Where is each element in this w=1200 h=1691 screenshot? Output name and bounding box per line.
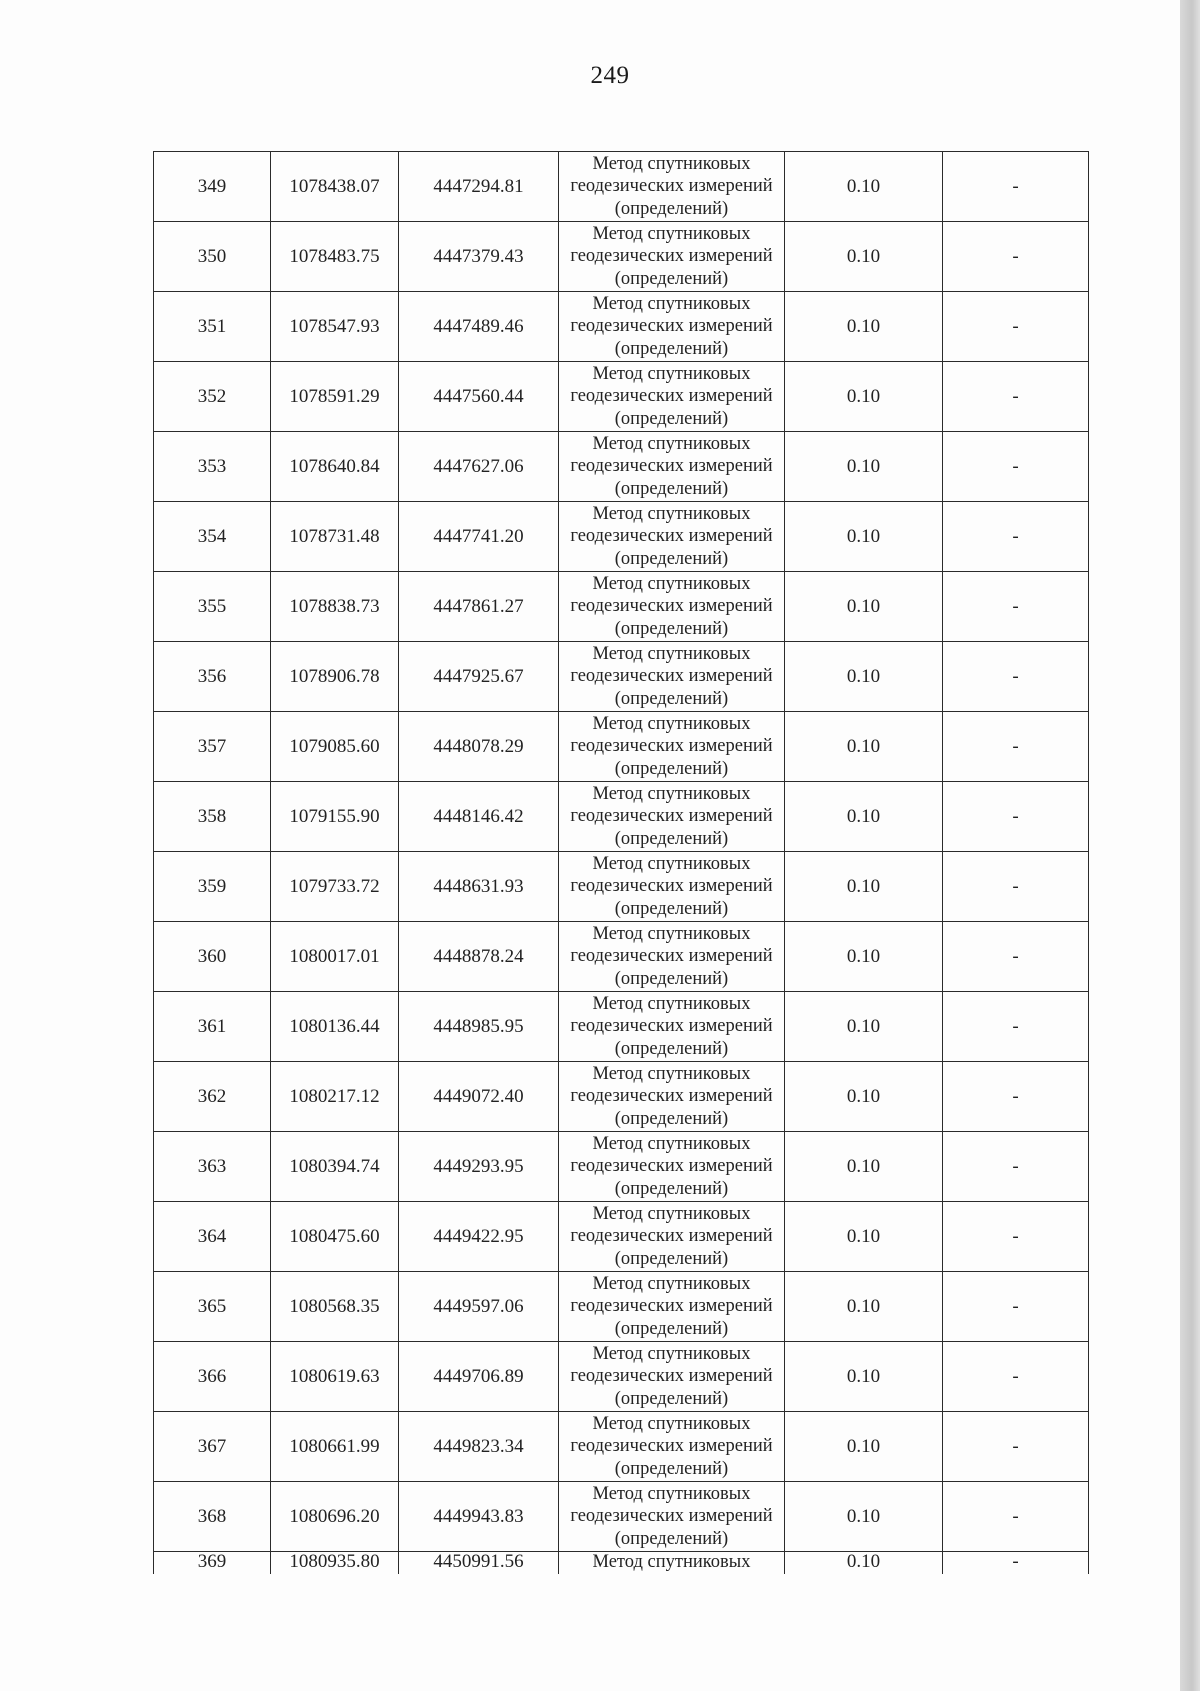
accuracy-value: 0.10	[785, 1062, 943, 1132]
accuracy-value: 0.10	[785, 1552, 943, 1575]
page-number: 249	[590, 62, 630, 89]
coordinate-y: 4447925.67	[399, 642, 559, 712]
method-cell	[559, 362, 785, 432]
method-line-3: (определений)	[614, 408, 729, 429]
note-value: -	[943, 1132, 1089, 1202]
table-row	[154, 782, 1089, 852]
method-line-3: (определений)	[614, 758, 729, 779]
note-value: -	[943, 922, 1089, 992]
coordinate-y: 4448878.24	[399, 922, 559, 992]
note-value: -	[943, 1342, 1089, 1412]
coordinate-x: 1079155.90	[271, 782, 399, 852]
method-cell	[559, 152, 785, 222]
method-line-3: (определений)	[614, 268, 729, 289]
coordinate-y: 4448078.29	[399, 712, 559, 782]
method-line-1: Метод спутниковых	[592, 573, 751, 594]
method-line-3: (определений)	[614, 1038, 729, 1059]
method-cell	[559, 292, 785, 362]
method-line-2: геодезических измерений	[570, 526, 773, 547]
coordinate-y: 4448146.42	[399, 782, 559, 852]
coordinate-x: 1080475.60	[271, 1202, 399, 1272]
method-cell	[559, 502, 785, 572]
coordinate-y: 4447627.06	[399, 432, 559, 502]
accuracy-value: 0.10	[785, 1272, 943, 1342]
point-number: 351	[154, 292, 271, 362]
method-line-1: Метод спутниковых	[592, 363, 751, 384]
coordinate-x: 1080661.99	[271, 1412, 399, 1482]
method-line-1: Метод спутниковых	[592, 1273, 751, 1294]
point-number: 349	[154, 152, 271, 222]
method-line-1: Метод спутниковых	[592, 993, 751, 1014]
method-cell	[559, 1342, 785, 1412]
method-line-1: Метод спутниковых	[592, 433, 751, 454]
table-row	[154, 572, 1089, 642]
note-value: -	[943, 852, 1089, 922]
method-line-1: Метод спутниковых	[592, 853, 751, 874]
note-value: -	[943, 432, 1089, 502]
point-number: 368	[154, 1482, 271, 1552]
method-line-3: (определений)	[614, 898, 729, 919]
table-row	[154, 992, 1089, 1062]
point-number: 354	[154, 502, 271, 572]
accuracy-value: 0.10	[785, 852, 943, 922]
method-line-1: Метод спутниковых	[592, 1133, 751, 1154]
method-line-2: геодезических измерений	[570, 736, 773, 757]
accuracy-value: 0.10	[785, 922, 943, 992]
method-line-2: геодезических измерений	[570, 1156, 773, 1177]
accuracy-value: 0.10	[785, 502, 943, 572]
coordinate-x: 1080935.80	[271, 1552, 399, 1575]
method-cell	[559, 572, 785, 642]
coordinate-x: 1080017.01	[271, 922, 399, 992]
method-line-3: (определений)	[614, 1178, 729, 1199]
accuracy-value: 0.10	[785, 992, 943, 1062]
coordinate-x: 1080619.63	[271, 1342, 399, 1412]
coordinate-x: 1078906.78	[271, 642, 399, 712]
method-line-2: геодезических измерений	[570, 176, 773, 197]
method-cell	[559, 432, 785, 502]
method-line-3: (определений)	[614, 968, 729, 989]
method-line-1: Метод спутниковых	[592, 923, 751, 944]
method-line-3: (определений)	[614, 548, 729, 569]
method-cell	[559, 642, 785, 712]
note-value: -	[943, 152, 1089, 222]
method-cell	[559, 782, 785, 852]
method-line-3: (определений)	[614, 1388, 729, 1409]
point-number: 357	[154, 712, 271, 782]
table-row	[154, 1202, 1089, 1272]
method-line-3: (определений)	[614, 1318, 729, 1339]
note-value: -	[943, 782, 1089, 852]
method-line-1: Метод спутниковых	[592, 783, 751, 804]
method-line-2: геодезических измерений	[570, 316, 773, 337]
coordinate-y: 4447294.81	[399, 152, 559, 222]
coordinate-y: 4449943.83	[399, 1482, 559, 1552]
coordinate-y: 4447489.46	[399, 292, 559, 362]
method-cell	[559, 852, 785, 922]
table-row	[154, 1062, 1089, 1132]
method-line-2: геодезических измерений	[570, 386, 773, 407]
point-number: 364	[154, 1202, 271, 1272]
coordinate-x: 1078640.84	[271, 432, 399, 502]
method-line-2: геодезических измерений	[570, 1016, 773, 1037]
point-number: 365	[154, 1272, 271, 1342]
method-line-3: (определений)	[614, 198, 729, 219]
method-cell	[559, 1132, 785, 1202]
coordinate-x: 1080696.20	[271, 1482, 399, 1552]
table-row	[154, 1482, 1089, 1552]
coordinate-y: 4448985.95	[399, 992, 559, 1062]
method-cell	[559, 222, 785, 292]
method-line-3: (определений)	[614, 828, 729, 849]
method-line-1: Метод спутниковых	[592, 1203, 751, 1224]
note-value: -	[943, 712, 1089, 782]
table-row	[154, 432, 1089, 502]
method-line-1: Метод спутниковых	[592, 223, 751, 244]
coordinate-y: 4447379.43	[399, 222, 559, 292]
method-cell	[559, 922, 785, 992]
method-line-1: Метод спутниковых	[592, 1343, 751, 1364]
note-value: -	[943, 572, 1089, 642]
table-row	[154, 642, 1089, 712]
method-line-1: Метод спутниковых	[592, 293, 751, 314]
coordinate-x: 1078838.73	[271, 572, 399, 642]
method-cell	[559, 1272, 785, 1342]
accuracy-value: 0.10	[785, 1202, 943, 1272]
table-row	[154, 362, 1089, 432]
method-line-3: (определений)	[614, 618, 729, 639]
coordinate-x: 1078591.29	[271, 362, 399, 432]
method-line-2: геодезических измерений	[570, 1366, 773, 1387]
coordinate-x: 1080136.44	[271, 992, 399, 1062]
point-number: 356	[154, 642, 271, 712]
method-cell	[559, 1202, 785, 1272]
point-number: 353	[154, 432, 271, 502]
method-cell	[559, 1482, 785, 1552]
method-line-3: (определений)	[614, 1528, 729, 1549]
note-value: -	[943, 502, 1089, 572]
coordinate-x: 1079085.60	[271, 712, 399, 782]
method-line-2: геодезических измерений	[570, 1226, 773, 1247]
note-value: -	[943, 1412, 1089, 1482]
table-row	[154, 852, 1089, 922]
coordinate-y: 4449597.06	[399, 1272, 559, 1342]
table-row-partial	[154, 1552, 1089, 1575]
accuracy-value: 0.10	[785, 152, 943, 222]
method-line-1: Метод спутниковых	[592, 1483, 751, 1504]
point-number: 360	[154, 922, 271, 992]
coordinate-x: 1080568.35	[271, 1272, 399, 1342]
coordinate-x: 1080394.74	[271, 1132, 399, 1202]
coordinate-x: 1078483.75	[271, 222, 399, 292]
method-line-1: Метод спутниковых	[592, 713, 751, 734]
accuracy-value: 0.10	[785, 432, 943, 502]
accuracy-value: 0.10	[785, 572, 943, 642]
accuracy-value: 0.10	[785, 362, 943, 432]
note-value: -	[943, 1062, 1089, 1132]
coordinate-x: 1078438.07	[271, 152, 399, 222]
coordinates-table	[153, 151, 1089, 1574]
table-row	[154, 292, 1089, 362]
coordinate-y: 4449293.95	[399, 1132, 559, 1202]
method-cell	[559, 992, 785, 1062]
accuracy-value: 0.10	[785, 712, 943, 782]
accuracy-value: 0.10	[785, 222, 943, 292]
table-row	[154, 152, 1089, 222]
method-line-2: геодезических измерений	[570, 1436, 773, 1457]
point-number: 366	[154, 1342, 271, 1412]
note-value: -	[943, 642, 1089, 712]
note-value: -	[943, 1482, 1089, 1552]
method-cell	[559, 1412, 785, 1482]
method-line-2: геодезических измерений	[570, 456, 773, 477]
point-number: 362	[154, 1062, 271, 1132]
method-line-1: Метод спутниковых	[592, 1063, 751, 1084]
accuracy-value: 0.10	[785, 782, 943, 852]
accuracy-value: 0.10	[785, 1482, 943, 1552]
method-line-2: геодезических измерений	[570, 946, 773, 967]
method-line-2: геодезических измерений	[570, 246, 773, 267]
coordinate-y: 4450991.56	[399, 1552, 559, 1575]
method-line-1: Метод спутниковых	[592, 643, 751, 664]
accuracy-value: 0.10	[785, 1342, 943, 1412]
accuracy-value: 0.10	[785, 292, 943, 362]
point-number: 358	[154, 782, 271, 852]
point-number: 350	[154, 222, 271, 292]
method-line-1: Метод спутниковых	[592, 1413, 751, 1434]
scan-edge	[1180, 0, 1200, 1691]
method-line-1: Метод спутниковых	[592, 153, 751, 174]
point-number: 367	[154, 1412, 271, 1482]
method-line-1: Метод спутниковых	[592, 503, 751, 524]
method-line-3: (определений)	[614, 1248, 729, 1269]
coordinate-y: 4449072.40	[399, 1062, 559, 1132]
method-cell	[559, 1062, 785, 1132]
coordinate-y: 4447861.27	[399, 572, 559, 642]
method-cell	[559, 712, 785, 782]
method-line-2: геодезических измерений	[570, 1296, 773, 1317]
method-line-3: (определений)	[614, 1458, 729, 1479]
method-line-2: геодезических измерений	[570, 1086, 773, 1107]
method-line-2: геодезических измерений	[570, 806, 773, 827]
coordinate-y: 4449422.95	[399, 1202, 559, 1272]
method-line-2: геодезических измерений	[570, 666, 773, 687]
coordinate-x: 1078547.93	[271, 292, 399, 362]
accuracy-value: 0.10	[785, 1132, 943, 1202]
method-line-3: (определений)	[614, 1108, 729, 1129]
table-row	[154, 222, 1089, 292]
table-row	[154, 1132, 1089, 1202]
note-value: -	[943, 992, 1089, 1062]
point-number: 361	[154, 992, 271, 1062]
method-line-2: геодезических измерений	[570, 876, 773, 897]
coordinate-y: 4447741.20	[399, 502, 559, 572]
table-row	[154, 712, 1089, 782]
point-number: 369	[154, 1552, 271, 1575]
note-value: -	[943, 1202, 1089, 1272]
coordinate-x: 1079733.72	[271, 852, 399, 922]
method-line-3: (определений)	[614, 688, 729, 709]
point-number: 355	[154, 572, 271, 642]
note-value: -	[943, 292, 1089, 362]
note-value: -	[943, 222, 1089, 292]
table-row	[154, 922, 1089, 992]
note-value: -	[943, 362, 1089, 432]
coordinate-x: 1080217.12	[271, 1062, 399, 1132]
accuracy-value: 0.10	[785, 1412, 943, 1482]
method-line-3: (определений)	[614, 478, 729, 499]
point-number: 363	[154, 1132, 271, 1202]
method-line-3: (определений)	[614, 338, 729, 359]
coordinate-y: 4447560.44	[399, 362, 559, 432]
table-row	[154, 1342, 1089, 1412]
table-row	[154, 1412, 1089, 1482]
coordinate-y: 4449823.34	[399, 1412, 559, 1482]
note-value: -	[943, 1552, 1089, 1575]
point-number: 352	[154, 362, 271, 432]
table-row	[154, 502, 1089, 572]
method-line-2: геодезических измерений	[570, 1506, 773, 1527]
method-line-2: геодезических измерений	[570, 596, 773, 617]
accuracy-value: 0.10	[785, 642, 943, 712]
note-value: -	[943, 1272, 1089, 1342]
coordinate-y: 4449706.89	[399, 1342, 559, 1412]
coordinate-y: 4448631.93	[399, 852, 559, 922]
coordinate-x: 1078731.48	[271, 502, 399, 572]
table-row	[154, 1272, 1089, 1342]
method-cell: Метод спутниковых	[559, 1552, 785, 1575]
point-number: 359	[154, 852, 271, 922]
